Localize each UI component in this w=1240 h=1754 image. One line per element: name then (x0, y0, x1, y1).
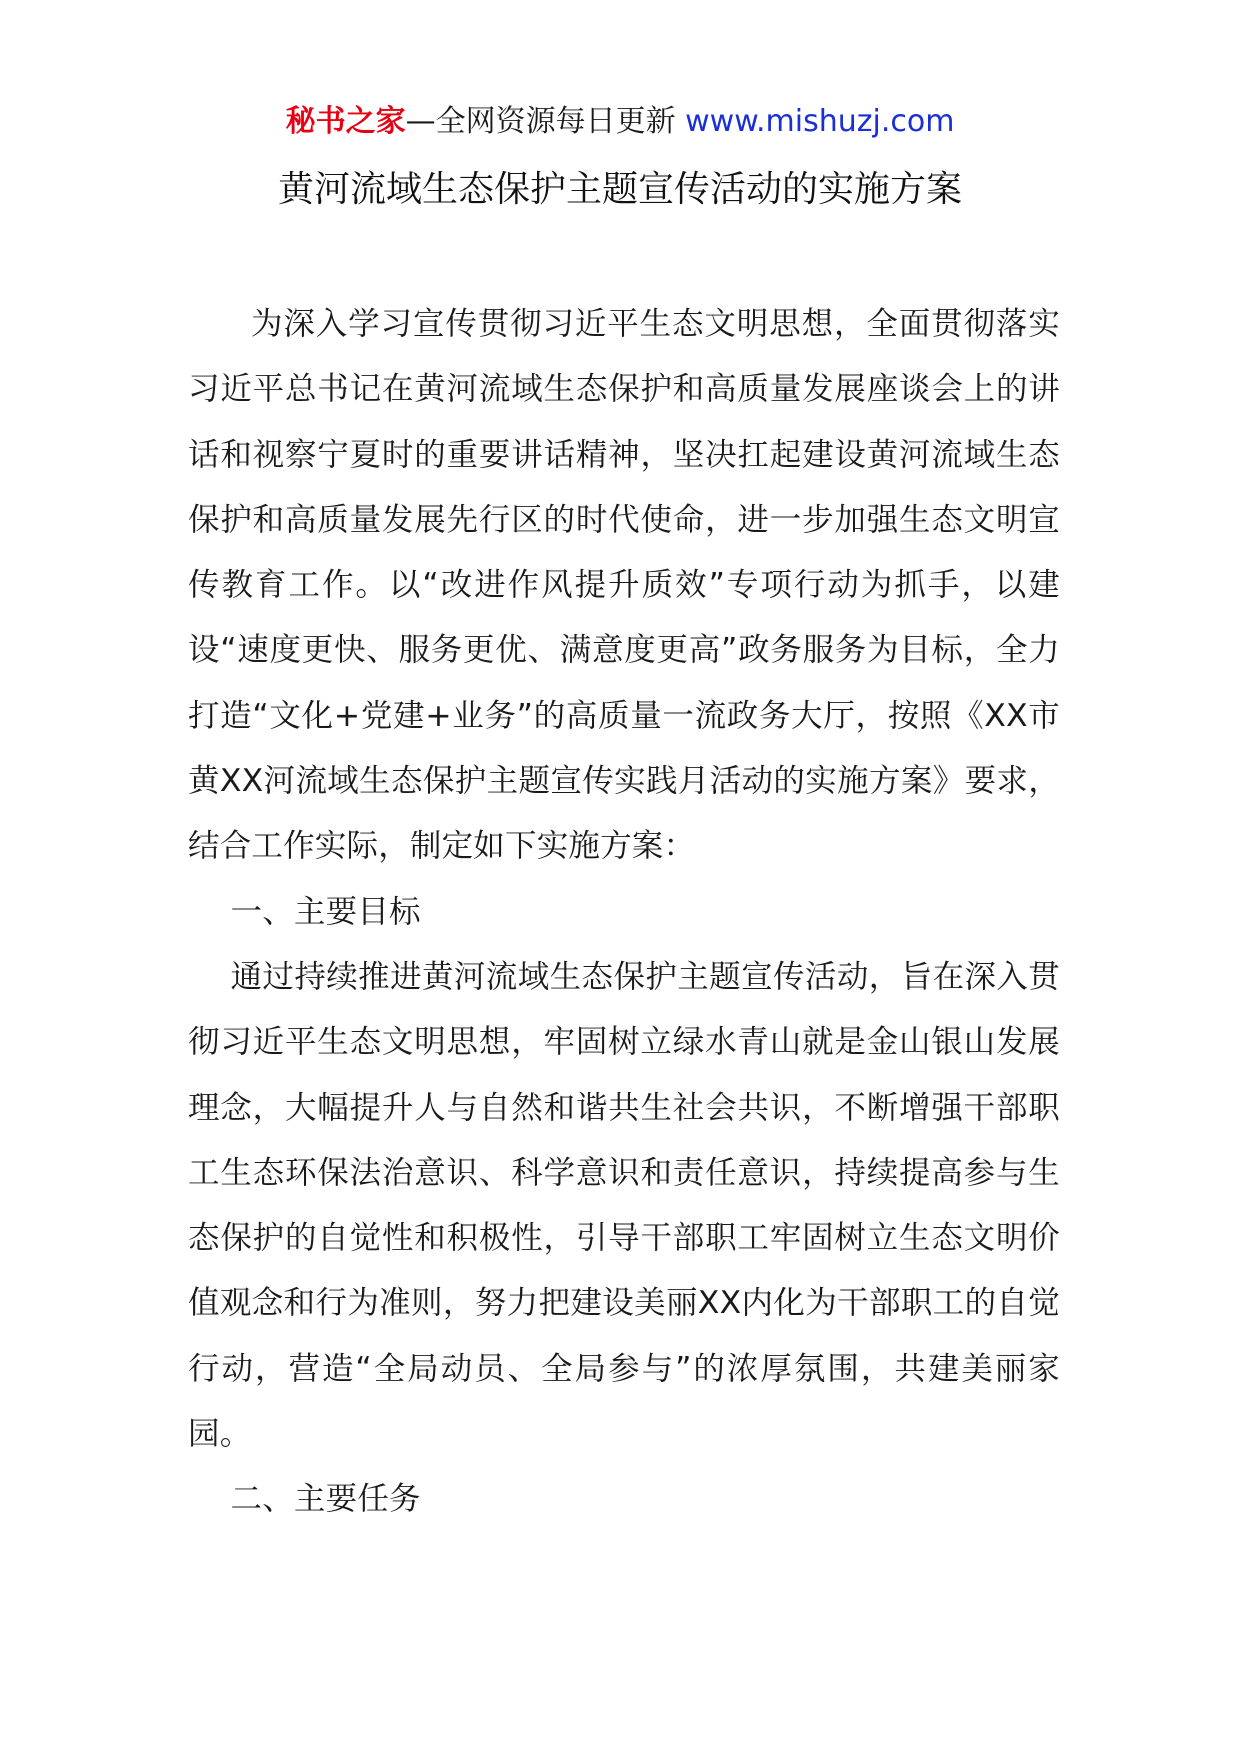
document-body (188, 292, 1060, 1533)
document-title: 黄河流域生态保护主题宣传活动的实施方案 (277, 169, 962, 210)
site-brand[interactable]: 秘书之家 (285, 104, 406, 139)
goals-paragraph: 通过持续推进黄河流域生态保护主题宣传活动，旨在深入贯彻习近平生态文明思想，牢固树立绿水青山就是金山银山发展理念，大幅提升人与自然和谐共生社会共识，不断增强干部职工生态环保法治意识、科学意识和责任意识，持续提高参与生态保护的自觉性和积极性，引导干部职工牢固树立生态文明价值观念和行为准则，努力把建设美丽XX内化为干部职工的自觉行动，营造“全局动员、全局参与”的浓厚氛围，共建美丽家园。 (188, 958, 1060, 1453)
intro-paragraph: 为深入学习宣传贯彻习近平生态文明思想，全面贯彻落实习近平总书记在黄河流域生态保护和高质量发展座谈会上的讲话和视察宁夏时的重要讲话精神，坚决扛起建设黄河流域生态保护和高质量发展先行区的时代使命，进一步加强生态文明宣传教育工作。以“改进作风提升质效”专项行动为抓手，以建设“速度更快、服务更优、满意度更高”政务服务为目标，全力打造“文化+党建+业务”的高质量一流政务大厅，按照《XX市黄XX河流域生态保护主题宣传实践月活动的实施方案》要求，结合工作实际，制定如下实施方案： (188, 306, 1060, 865)
site-url-link[interactable]: www.mishuzj.com (685, 104, 955, 139)
section-heading-goals: 一、主要目标 (230, 893, 421, 930)
section-heading-tasks: 二、主要任务 (230, 1481, 421, 1518)
site-slogan: —全网资源每日更新 (405, 104, 676, 139)
site-header (0, 100, 1240, 144)
